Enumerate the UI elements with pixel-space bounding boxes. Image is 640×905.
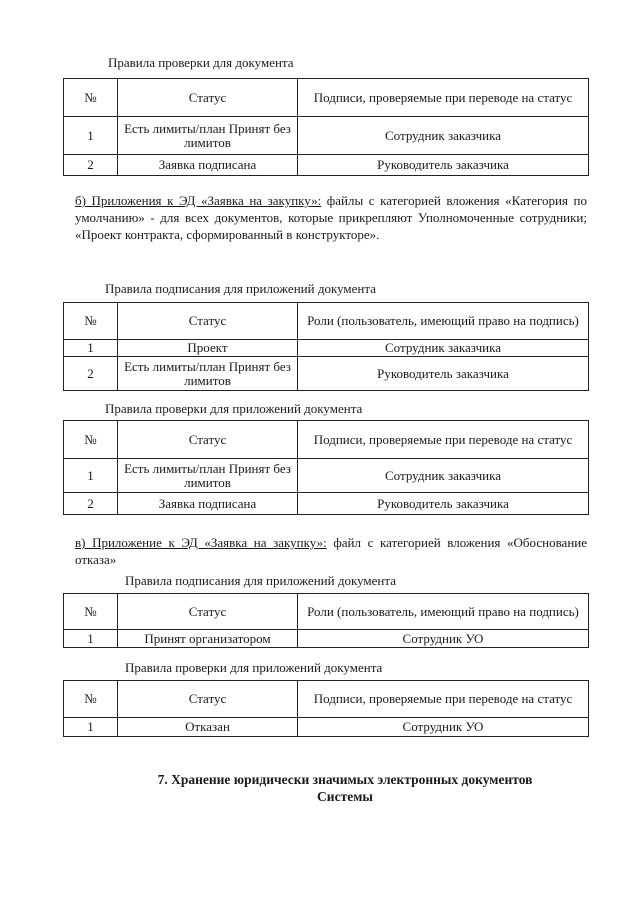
paragraph-attachment-v bbox=[75, 534, 587, 568]
attachment-sign-rules-table bbox=[63, 302, 589, 391]
header-number: № bbox=[64, 594, 118, 630]
header-status: Статус bbox=[118, 681, 298, 718]
table-caption: Правила проверки для документа bbox=[108, 55, 294, 70]
header-number: № bbox=[64, 421, 118, 459]
section-heading: 7. Хранение юридически значимых электронных документов Системы bbox=[157, 772, 533, 804]
attachment-check-rules-table bbox=[63, 420, 589, 515]
table-caption: Правила подписания для приложений документа bbox=[105, 281, 376, 296]
paragraph-text: файл с категорией вложения «Обоснование отказа» bbox=[75, 535, 587, 567]
table-row: 1 Принят организатором Сотрудник УО bbox=[64, 630, 589, 648]
header-status: Статус bbox=[118, 594, 298, 630]
attachment-check-rules-table-2 bbox=[63, 680, 589, 737]
header-number: № bbox=[64, 303, 118, 340]
paragraph-lead: в) Приложение к ЭД «Заявка на закупку»: bbox=[75, 535, 327, 550]
table-row: 1 Проект Сотрудник заказчика bbox=[64, 340, 589, 357]
header-roles: Роли (пользователь, имеющий право на подпись) bbox=[298, 594, 589, 630]
table-caption: Правила проверки для приложений документа bbox=[125, 660, 383, 675]
header-signatures: Подписи, проверяемые при переводе на статус bbox=[298, 421, 589, 459]
header-number: № bbox=[64, 681, 118, 718]
header-signatures: Подписи, проверяемые при переводе на статус bbox=[298, 79, 589, 117]
header-number: № bbox=[64, 79, 118, 117]
header-status: Статус bbox=[118, 421, 298, 459]
paragraph-text: файлы с категорией вложения «Категория по умолчанию» - для всех документов, которые прикрепляют Уполномоченные сотрудники; «Проект контракта, сформированный в конструкторе». bbox=[75, 193, 587, 242]
table-row: 2 Заявка подписана Руководитель заказчика bbox=[64, 493, 589, 515]
table-row: 2 Есть лимиты/план Принят без лимитов Руководитель заказчика bbox=[64, 357, 589, 391]
header-status: Статус bbox=[118, 79, 298, 117]
doc-check-rules-table bbox=[63, 78, 589, 176]
table-row: 1 Есть лимиты/план Принят без лимитов Сотрудник заказчика bbox=[64, 459, 589, 493]
paragraph-attachments-b bbox=[75, 192, 587, 243]
table-row: 1 Есть лимиты/план Принят без лимитов Сотрудник заказчика bbox=[64, 117, 589, 155]
table-row: 1 Отказан Сотрудник УО bbox=[64, 718, 589, 737]
attachment-sign-rules-table-2 bbox=[63, 593, 589, 648]
header-signatures: Подписи, проверяемые при переводе на статус bbox=[298, 681, 589, 718]
table-caption: Правила проверки для приложений документа bbox=[105, 401, 363, 416]
table-row: 2 Заявка подписана Руководитель заказчика bbox=[64, 155, 589, 176]
table-caption: Правила подписания для приложений документа bbox=[125, 573, 396, 588]
header-status: Статус bbox=[118, 303, 298, 340]
paragraph-lead: б) Приложения к ЭД «Заявка на закупку»: bbox=[75, 193, 322, 208]
header-roles: Роли (пользователь, имеющий право на подпись) bbox=[298, 303, 589, 340]
